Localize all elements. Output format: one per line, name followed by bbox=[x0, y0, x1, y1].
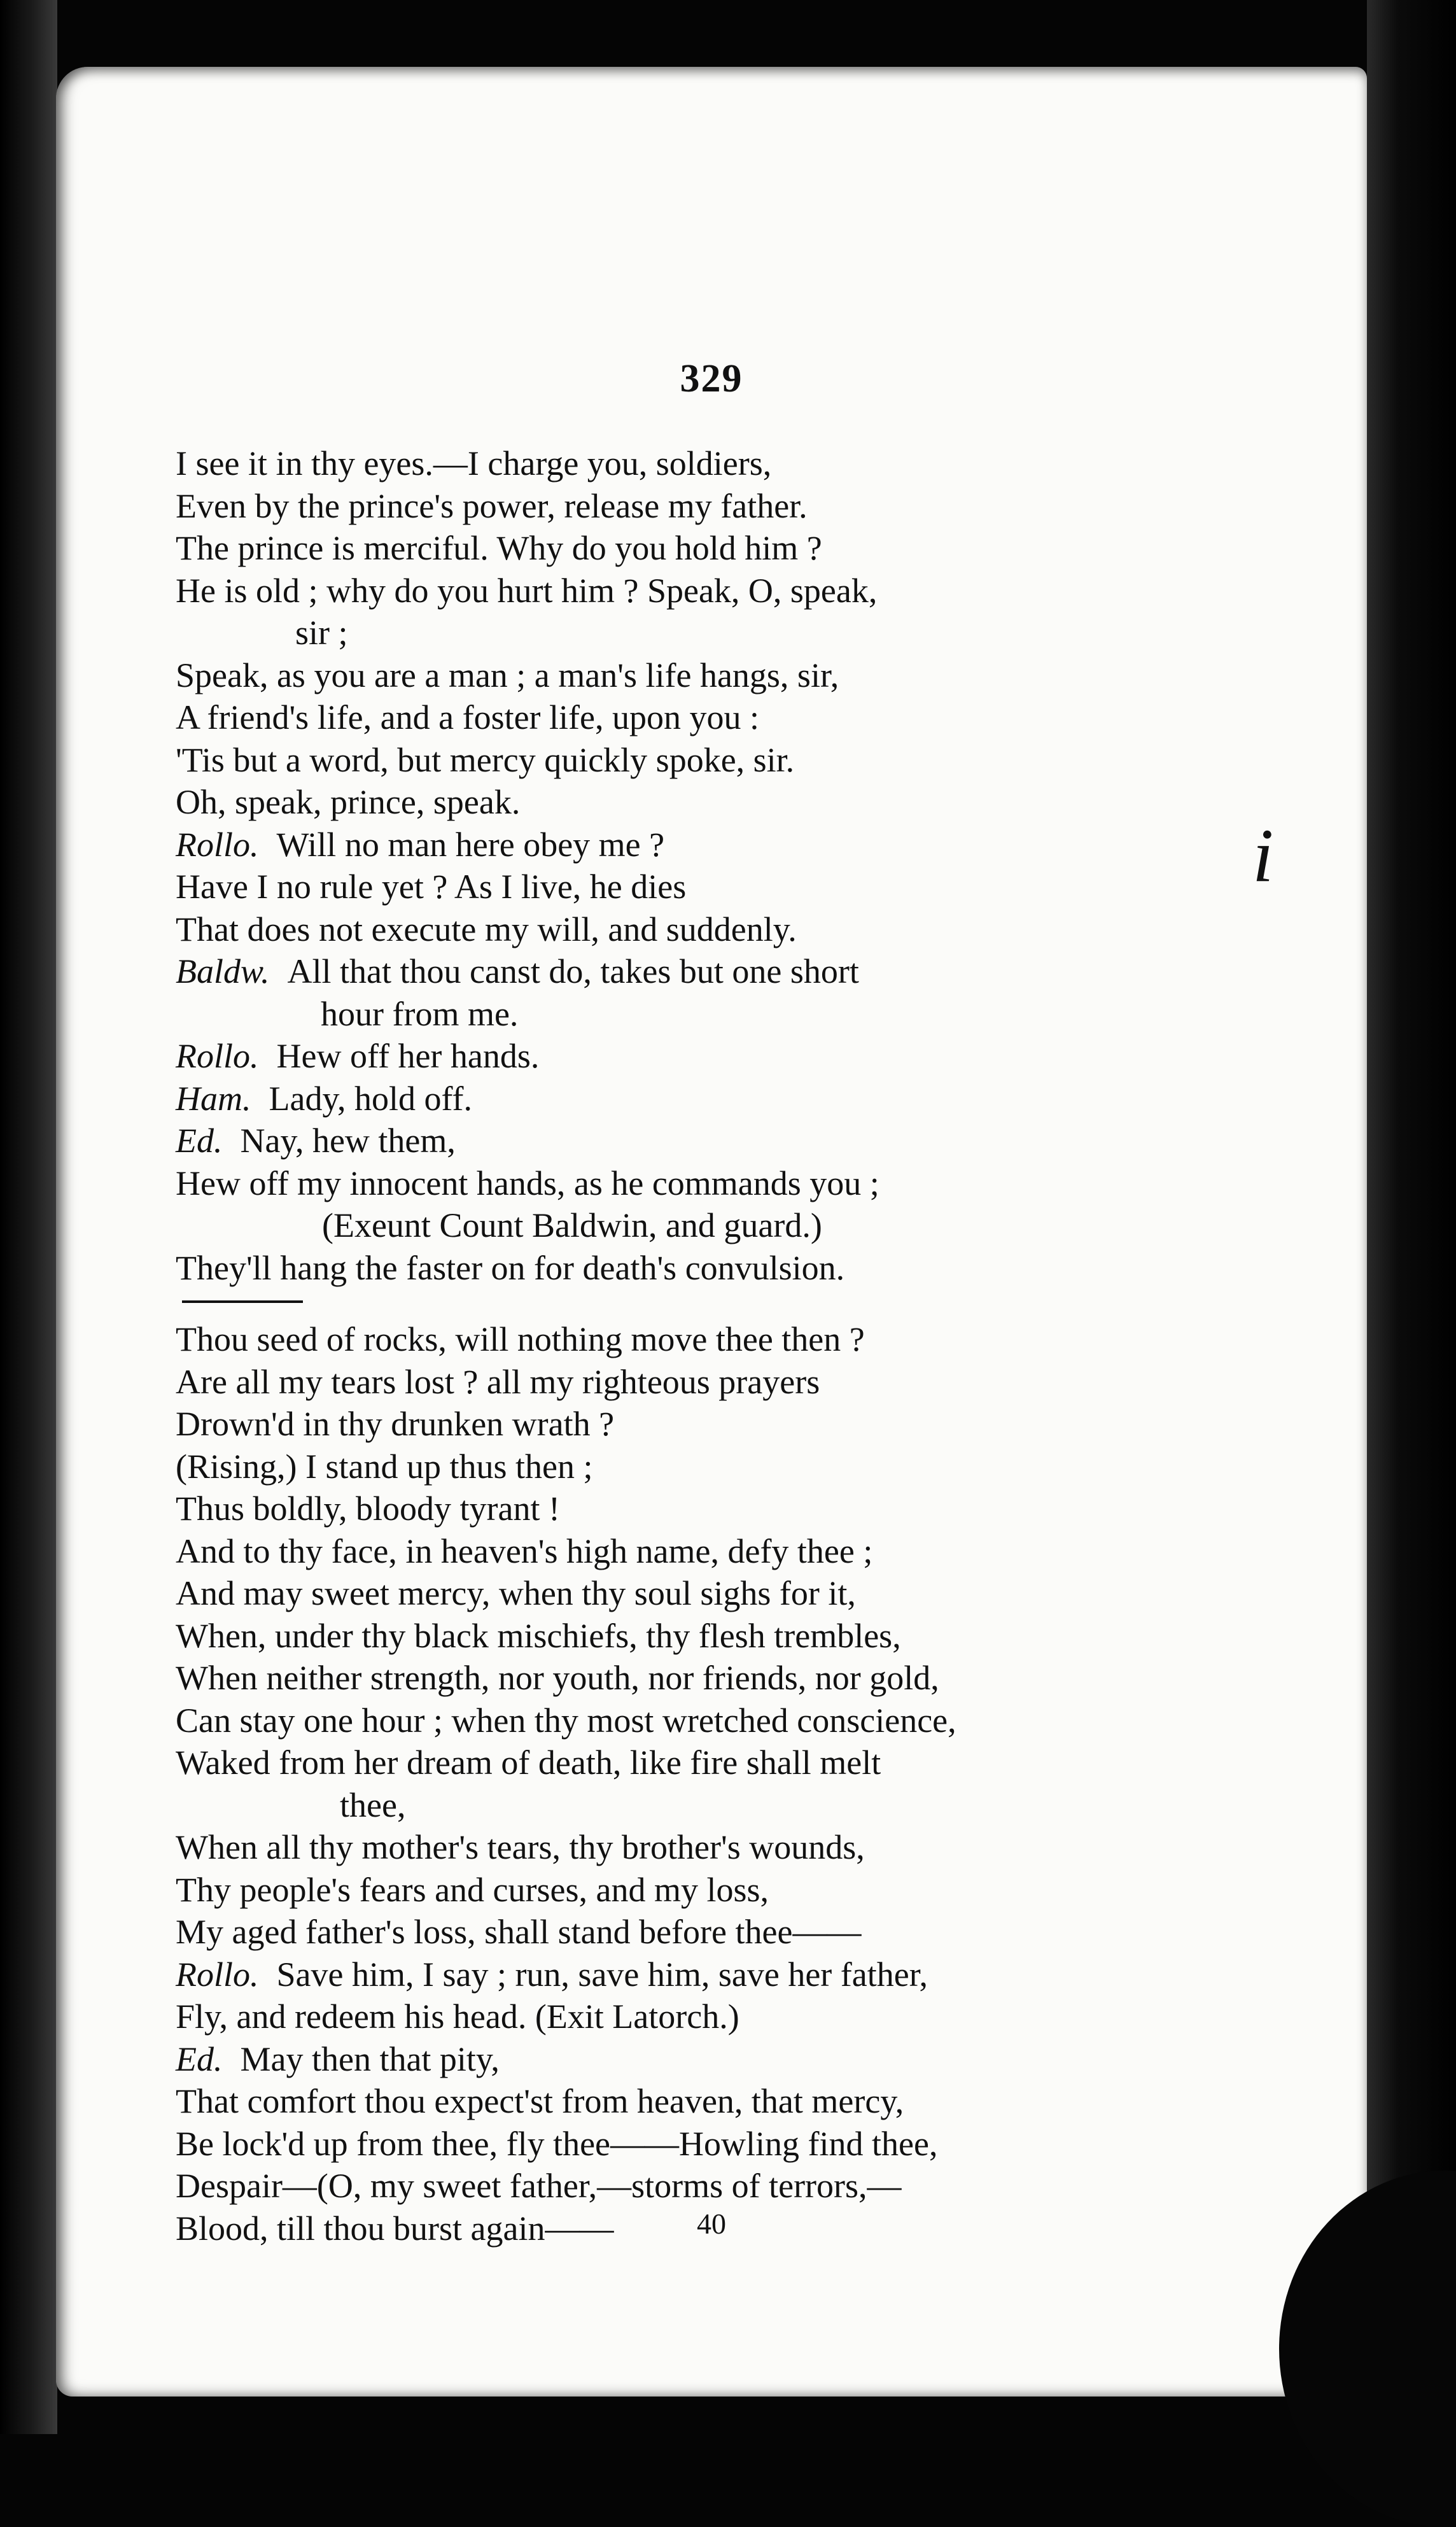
line-text: Will no man here obey me ? bbox=[276, 825, 665, 864]
text-line bbox=[176, 1403, 1207, 1446]
line-text: May then that pity, bbox=[240, 2039, 500, 2078]
line-text: He is old ; why do you hurt him ? Speak, O, speak, bbox=[176, 571, 878, 610]
line-text: Thy people's fears and curses, and my loss, bbox=[176, 1870, 769, 1909]
line-text: And may sweet mercy, when thy soul sighs for it, bbox=[176, 1574, 856, 1612]
text-line bbox=[176, 908, 1207, 951]
text-line bbox=[176, 485, 1207, 528]
text-line bbox=[176, 442, 1207, 485]
text-line bbox=[176, 1996, 1207, 2038]
line-text: 'Tis but a word, but mercy quickly spoke, sir. bbox=[176, 740, 795, 779]
line-text: Lady, hold off. bbox=[269, 1079, 472, 1118]
line-text: Thou seed of rocks, will nothing move thee then ? bbox=[176, 1320, 865, 1358]
text-line bbox=[176, 1446, 1207, 1488]
text-line bbox=[176, 781, 1207, 824]
text-line bbox=[176, 1826, 1207, 1869]
margin-mark: i bbox=[1252, 813, 1274, 897]
speaker-name: Rollo. bbox=[176, 1037, 259, 1075]
text-line bbox=[176, 1615, 1207, 1658]
text-line bbox=[176, 2080, 1207, 2123]
text-line bbox=[176, 1078, 1207, 1120]
text-line bbox=[176, 1120, 1207, 1162]
line-text: All that thou canst do, takes but one short bbox=[287, 952, 859, 990]
line-text: When all thy mother's tears, thy brother's wounds, bbox=[176, 1828, 865, 1866]
text-line bbox=[176, 696, 1207, 739]
text-line bbox=[176, 570, 1207, 612]
text-line bbox=[176, 1162, 1207, 1205]
text-line bbox=[176, 1488, 1207, 1530]
book-binding bbox=[1367, 0, 1456, 2434]
line-text: Speak, as you are a man ; a man's life hangs, sir, bbox=[176, 656, 839, 694]
book-page bbox=[56, 67, 1367, 2397]
speaker-name: Baldw. bbox=[176, 952, 270, 990]
line-text: Even by the prince's power, release my father. bbox=[176, 486, 808, 525]
line-text: When, under thy black mischiefs, thy flesh trembles, bbox=[176, 1616, 901, 1655]
line-text: sir ; bbox=[295, 614, 348, 652]
text-line bbox=[176, 1742, 1207, 1784]
line-text: Oh, speak, prince, speak. bbox=[176, 783, 521, 821]
speaker-name: Ham. bbox=[176, 1079, 251, 1118]
text-line bbox=[176, 612, 1207, 654]
page-number: 329 bbox=[680, 357, 743, 400]
text-line bbox=[176, 739, 1207, 782]
text-line bbox=[176, 2165, 1207, 2207]
line-text: When neither strength, nor youth, nor friends, nor gold, bbox=[176, 1659, 939, 1697]
line-text: That comfort thou expect'st from heaven, that mercy, bbox=[176, 2082, 904, 2120]
text-line bbox=[176, 1572, 1207, 1615]
line-text: Thus boldly, bloody tyrant ! bbox=[176, 1489, 560, 1528]
line-text: hour from me. bbox=[321, 994, 519, 1033]
text-line bbox=[176, 1318, 1207, 1361]
text-line bbox=[176, 654, 1207, 697]
line-text: They'll hang the faster on for death's convulsion. bbox=[176, 1248, 845, 1287]
line-text: Nay, hew them, bbox=[240, 1122, 456, 1160]
speaker-name: Rollo. bbox=[176, 825, 259, 864]
line-text: Are all my tears lost ? all my righteous prayers bbox=[176, 1362, 820, 1401]
line-text: Despair—(O, my sweet father,—storms of terrors,— bbox=[176, 2167, 902, 2205]
line-text: Hew off her hands. bbox=[276, 1037, 540, 1075]
text-line bbox=[176, 1953, 1207, 1996]
speaker-name: Ed. bbox=[176, 2039, 223, 2078]
text-line bbox=[176, 527, 1207, 570]
line-text: Fly, and redeem his head. (Exit Latorch.) bbox=[176, 1997, 739, 2036]
line-text: Blood, till thou burst again—— bbox=[176, 2209, 614, 2248]
text-line bbox=[176, 1530, 1207, 1573]
line-text: And to thy face, in heaven's high name, defy thee ; bbox=[176, 1531, 873, 1570]
line-text: My aged father's loss, shall stand before thee—— bbox=[176, 1913, 862, 1951]
text-line bbox=[176, 1361, 1207, 1404]
text-line bbox=[176, 1784, 1207, 1827]
text-line bbox=[176, 1035, 1207, 1078]
text-line bbox=[176, 1700, 1207, 1742]
line-text: (Rising,) I stand up thus then ; bbox=[176, 1447, 593, 1486]
speaker-name: Rollo. bbox=[176, 1955, 259, 1994]
line-text: Save him, I say ; run, save him, save her father, bbox=[276, 1955, 928, 1994]
scan-left-edge bbox=[0, 0, 57, 2434]
text-line bbox=[176, 2123, 1207, 2165]
line-text: Have I no rule yet ? As I live, he dies bbox=[176, 868, 687, 906]
text-line bbox=[176, 1869, 1207, 1911]
line-text: Can stay one hour ; when thy most wretched conscience, bbox=[176, 1701, 956, 1740]
line-text: Waked from her dream of death, like fire shall melt bbox=[176, 1743, 881, 1782]
line-text: A friend's life, and a foster life, upon you : bbox=[176, 698, 759, 736]
signature-mark: 40 bbox=[697, 2207, 726, 2240]
section-rule bbox=[182, 1300, 303, 1303]
line-text: thee, bbox=[340, 1785, 406, 1824]
text-line bbox=[176, 1657, 1207, 1700]
text-line bbox=[176, 824, 1207, 866]
text-line bbox=[176, 1247, 1207, 1290]
text-line bbox=[176, 950, 1207, 993]
line-text: Hew off my innocent hands, as he commands you ; bbox=[176, 1164, 879, 1202]
text-line bbox=[176, 2038, 1207, 2081]
text-line bbox=[176, 866, 1207, 908]
text-line bbox=[176, 1204, 1207, 1247]
line-text: The prince is merciful. Why do you hold him ? bbox=[176, 529, 822, 567]
line-text: That does not execute my will, and suddenly. bbox=[176, 910, 797, 948]
speaker-name: Ed. bbox=[176, 1122, 223, 1160]
text-line bbox=[176, 1911, 1207, 1953]
line-text: Drown'd in thy drunken wrath ? bbox=[176, 1405, 615, 1443]
play-text bbox=[176, 442, 1207, 2249]
line-text: (Exeunt Count Baldwin, and guard.) bbox=[322, 1206, 822, 1244]
line-text: I see it in thy eyes.—I charge you, soldiers, bbox=[176, 444, 772, 482]
line-text: Be lock'd up from thee, fly thee——Howling find thee, bbox=[176, 2124, 938, 2163]
text-line bbox=[176, 993, 1207, 1036]
